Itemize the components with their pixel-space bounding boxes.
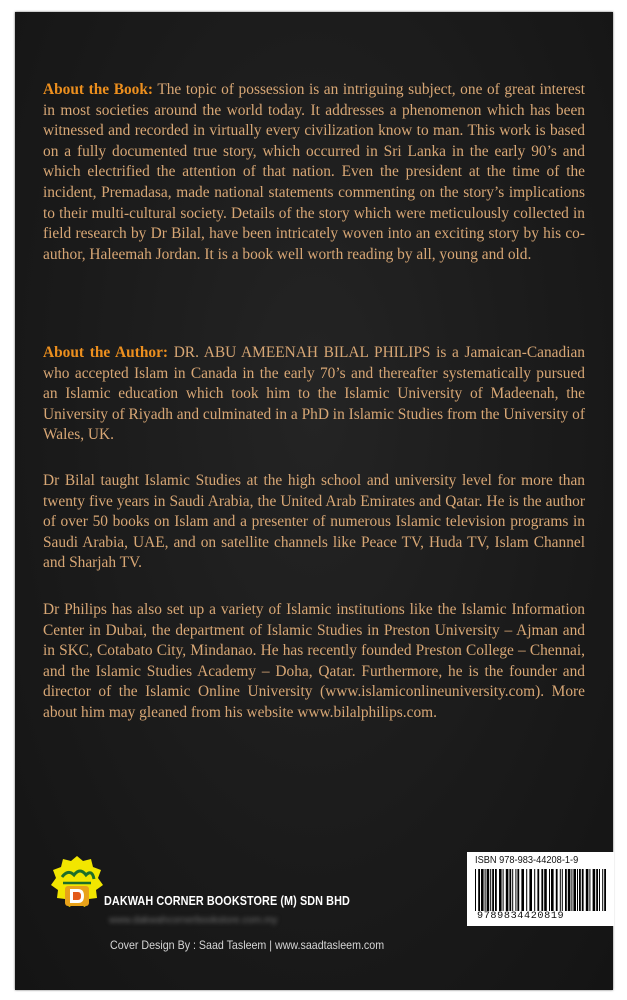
barcode-bar (577, 869, 578, 911)
about-author-text: DR. ABU AMEENAH BILAL PHILIPS is a Jamaican-Canadian who accepted Islam in Canada in the early 70’s and thereafter systematically pursued an Islamic education which took him to the Islamic University of Madeenah, the University of Riyadh and culminated in a PhD in Islamic Studies from the University of Wales, UK. (43, 344, 586, 444)
barcode-bar (599, 869, 600, 911)
barcode-bar (544, 869, 547, 911)
barcode-bar (521, 869, 524, 911)
barcode-bar (534, 869, 535, 911)
publisher-name: DAKWAH CORNER BOOKSTORE (M) SDN BHD (104, 894, 350, 908)
institutions-paragraph: Dr Philips has also set up a variety of Islamic institutions like the Islamic Information Center in Dubai, the department of Islamic Studies in Preston University – Ajman and in SKC, Cotabato City, Mindanao. He has recently founded Preston College – Chennai, and the Islamic Studies Academy – Doha, Qatar. Furthermore, he is the founder and director of the Islamic Online University (www.islamiconlineuniversity.com). More about him may gleaned from his website www.bilalphilips.com. (43, 601, 585, 721)
barcode-bar (579, 869, 581, 911)
about-book-text: The topic of possession is an intriguing subject, one of great interest in most societies around the world today. It addresses a phenomenon which has been witnessed and recorded in virtually every civilization know to man. This work is based on a fully documented true story, which occurred in Sri Lanka in the early 90’s and which electrified the attention of that nation. Even the president at the time of the incident, Premadasa, made national statements commenting on the story’s implications to their multi-cultural society. Details of the story which were meticulously collected in field research by Dr Bilal, have been intricately woven into an exciting story by his co-author, Haleemah Jordan. It is a book well worth reading by all, young and old. (43, 81, 585, 263)
barcode-bar (604, 869, 606, 911)
barcode-bar (571, 869, 572, 911)
barcode-bar (562, 869, 563, 911)
barcode-bar (506, 869, 509, 911)
barcode-bar (478, 869, 480, 911)
barcode-bar (503, 869, 504, 911)
barcode-bar (526, 869, 527, 911)
barcode-bar (541, 869, 543, 911)
barcode-bar (565, 869, 567, 911)
barcode-bar (568, 869, 571, 911)
about-book-heading: About the Book: (43, 81, 154, 98)
barcode-bar (537, 869, 539, 911)
barcode-bar (556, 869, 558, 911)
barcode-bar (589, 869, 590, 911)
barcode-bars (475, 869, 607, 911)
teaching-paragraph: Dr Bilal taught Islamic Studies at the high school and university level for more than twenty five years in Saudi Arabia, the United Arab Emirates and Qatar. He is the author of over 50 books on Islam and a presenter of numerous Islamic television programs in Saudi Arabia, UAE, and on satellite channels like Peace TV, Huda TV, Islam Channel and Sharjah TV. (43, 472, 585, 572)
cover-design-credit: Cover Design By : Saad Tasleem | www.saadtasleem.com (110, 939, 385, 952)
about-author-paragraph (43, 343, 585, 446)
barcode-bar (549, 869, 550, 911)
barcode-digits: 9789834420819 (477, 911, 565, 922)
isbn-barcode (467, 852, 614, 926)
back-cover (15, 12, 613, 990)
barcode-bar (492, 869, 494, 911)
about-author-heading: About the Author: (43, 344, 169, 361)
barcode-bar (573, 869, 576, 911)
barcode-bar (512, 869, 513, 911)
barcode-bar (485, 869, 486, 911)
publisher-url: www.dakwahcornerbookstore.com.my (109, 915, 278, 926)
publisher-logo-icon (50, 855, 104, 911)
about-book-paragraph (43, 80, 585, 265)
barcode-bar (593, 869, 596, 911)
barcode-bar (495, 869, 497, 911)
barcode-bar (481, 869, 484, 911)
barcode-bar (586, 869, 589, 911)
barcode-bar (529, 869, 532, 911)
barcode-bar (515, 869, 516, 911)
barcode-bar (509, 869, 511, 911)
barcode-bar (602, 869, 603, 911)
barcode-bar (490, 869, 491, 911)
barcode-bar (551, 869, 554, 911)
barcode-bar (560, 869, 561, 911)
barcode-bar (499, 869, 502, 911)
isbn-label: ISBN 978-983-44208-1-9 (475, 854, 579, 866)
barcode-bar (582, 869, 584, 911)
barcode-bar (596, 869, 598, 911)
barcode-bar (487, 869, 490, 911)
barcode-bar (517, 869, 519, 911)
barcode-bar (475, 869, 476, 911)
